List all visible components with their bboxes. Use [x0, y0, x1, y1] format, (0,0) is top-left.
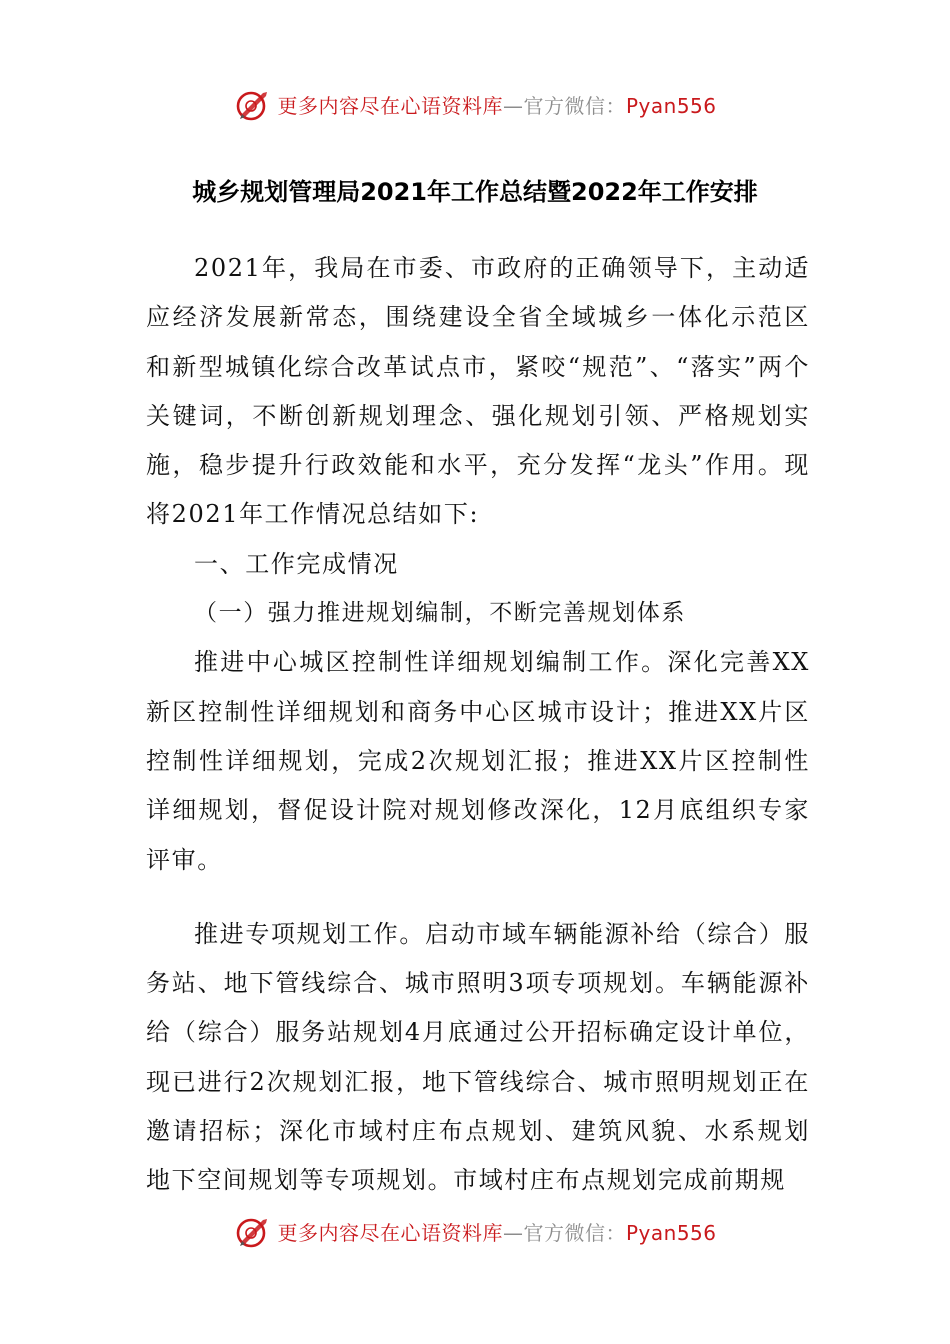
banner-wechat-id: Pyan556: [625, 93, 717, 118]
body-paragraph-special-plan: 推进专项规划工作。启动市域车辆能源补给（综合）服务站、地下管线综合、城市照明3项专项规划。车辆能源补给（综合）服务站规划4月底通过公开招标确定设计单位，现已进行2次规划汇报，地下管线综合、城市照明规划正在邀请招标；深化市域村庄布点规划、建筑风貌、水系规划地下空间规划等专项规划。市域村庄布点规划完成前期规: [146, 919, 810, 1195]
document-body: [146, 244, 810, 1206]
banner-main-text: 更多内容尽在心语资料库: [277, 1220, 503, 1245]
document-title: 城乡规划管理局2021年工作总结暨2022年工作安排: [192, 178, 758, 206]
body-paragraph-control-plan: 推进中心城区控制性详细规划编制工作。深化完善XX新区控制性详细规划和商务中心区城市设计；推进XX片区控制性详细规划，完成2次规划汇报；推进XX片区控制性详细规划，督促设计院对规划修改深化，12月底组织专家评审。: [146, 648, 810, 874]
intro-paragraph: 2021年，我局在市委、市政府的正确领导下，主动适应经济发展新常态，围绕建设全省全域城乡一体化示范区和新型城镇化综合改革试点市，紧咬“规范”、“落实”两个关键词，不断创新规划理念、强化规划引领、严格规划实施，稳步提升行政效能和水平，充分发挥“龙头”作用。现将2021年工作情况总结如下:: [146, 254, 810, 529]
paragraph-gap: [146, 885, 810, 910]
pen-circle-logo: [233, 1211, 273, 1251]
banner-sub-text: —官方微信：: [502, 93, 626, 118]
banner-main-text: 更多内容尽在心语资料库: [277, 93, 503, 118]
subsection-heading: （一）强力推进规划编制，不断完善规划体系: [194, 600, 686, 627]
footer-watermark-banner: [0, 1209, 950, 1253]
header-watermark-banner: [0, 82, 950, 126]
section-heading: 一、工作完成情况: [194, 549, 399, 578]
banner-sub-text: —官方微信：: [502, 1220, 626, 1245]
pen-circle-logo: [233, 84, 273, 124]
banner-wechat-id: Pyan556: [625, 1220, 717, 1245]
